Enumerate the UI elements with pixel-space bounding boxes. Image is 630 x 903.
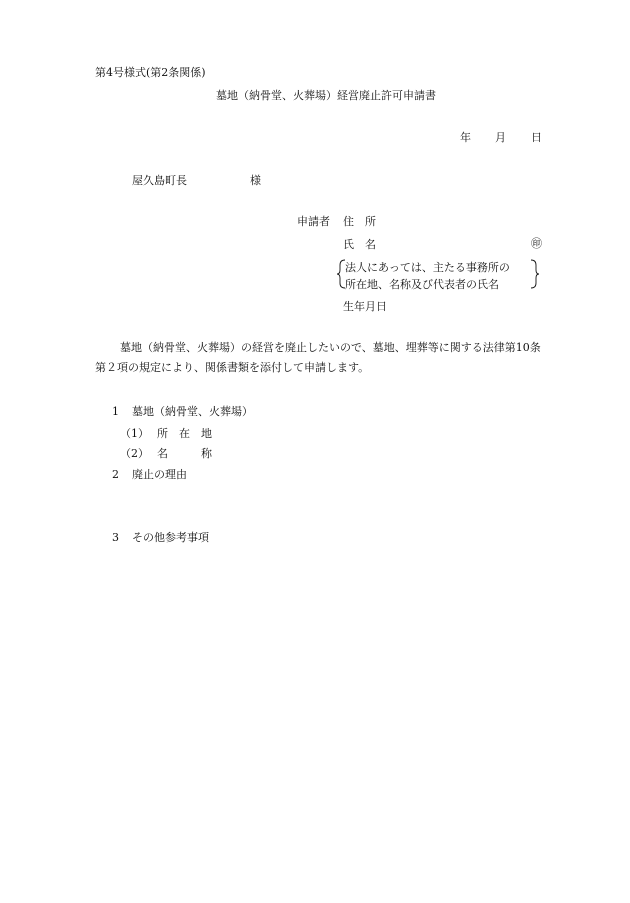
form-number: 第4号様式(第2条関係) [95,66,206,79]
addressee-honorific: 様 [250,174,261,187]
addressee-name: 屋久島町長 [132,174,187,187]
sub-item2-label: 名 称 [157,447,212,460]
body-text-line1: 墓地（納骨堂、火葬場）の経営を廃止したいので、墓地、埋葬等に関する法律第10条 [120,341,541,354]
sub-item1-number: （1） [120,427,149,440]
date-day: 日 [531,131,542,144]
item3-number: 3 [112,531,119,544]
corporate-note-line1: 法人にあっては、主たる事務所の [345,261,510,274]
item3-label: その他参考事項 [132,531,209,544]
sub-item2-number: （2） [120,447,149,460]
seal-mark: ㊞ [531,237,542,250]
body-text-line2: 第２項の規定により、関係書類を添付して申請します。 [95,361,370,374]
item2-number: 2 [112,468,119,481]
address-label: 住 所 [343,215,376,228]
item2-label: 廃止の理由 [132,468,187,481]
item1-number: 1 [112,405,119,418]
applicant-label: 申請者 [297,215,330,228]
item1-label: 墓地（納骨堂、火葬場） [132,405,253,418]
birthdate-label: 生年月日 [343,300,387,313]
sub-item1-label: 所 在 地 [157,427,212,440]
date-year: 年 [460,131,471,144]
corporate-note-line2: 所在地、名称及び代表者の氏名 [345,278,499,291]
document-title: 墓地（納骨堂、火葬場）経営廃止許可申請書 [216,89,436,102]
name-label: 氏 名 [343,238,376,251]
date-month: 月 [495,131,506,144]
